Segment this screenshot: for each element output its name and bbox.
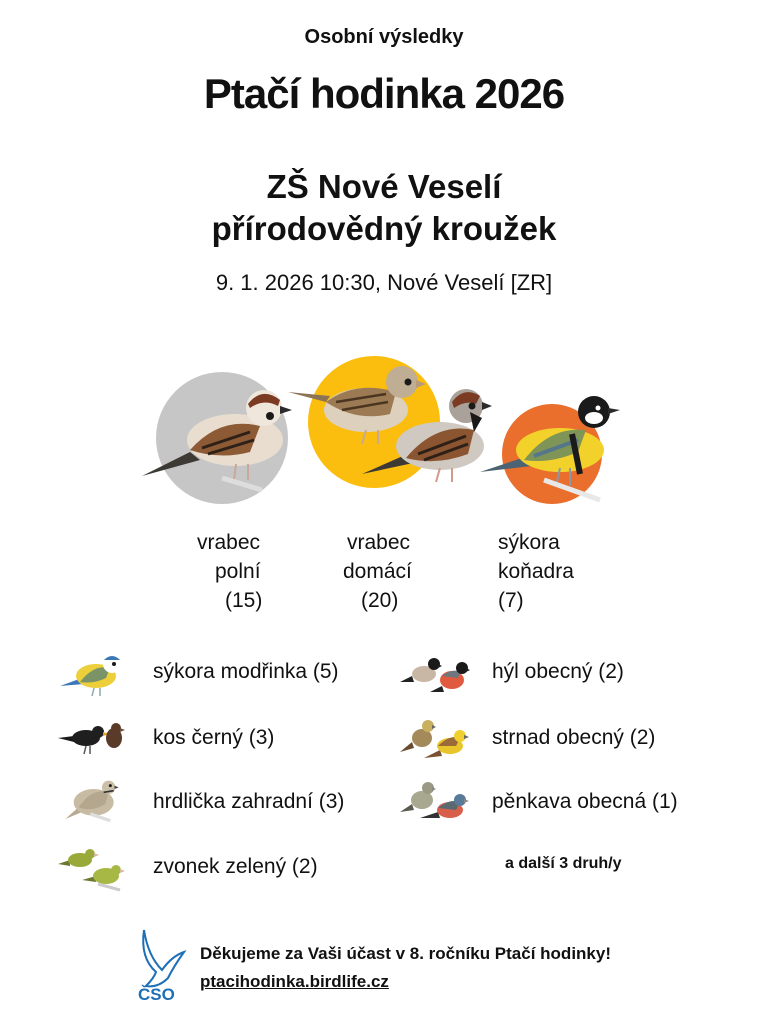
species-blue-tit: sýkora modřinka (5) bbox=[153, 660, 339, 683]
footer-thanks: Děkujeme za Vaši účast v 8. ročníku Ptačí hodinky! bbox=[200, 944, 611, 963]
top-species-3-line1: sýkora bbox=[498, 531, 560, 554]
species-bullfinch: hýl obecný (2) bbox=[492, 660, 624, 683]
date-location: 9. 1. 2026 10:30, Nové Veselí [ZR] bbox=[215, 270, 553, 295]
page-title: Ptačí hodinka 2026 bbox=[203, 70, 565, 117]
footer bbox=[200, 940, 611, 996]
organization-name bbox=[0, 166, 768, 250]
greenfinch-icon bbox=[56, 842, 128, 892]
top-species-3-count: (7) bbox=[498, 589, 524, 612]
top-species-1-line1: vrabec bbox=[197, 531, 261, 554]
top-species-3 bbox=[498, 528, 574, 615]
collared-dove-icon bbox=[56, 774, 128, 824]
species-yellowhammer: strnad obecný (2) bbox=[492, 726, 656, 749]
bullfinch-icon bbox=[398, 648, 470, 698]
top-species-illustration bbox=[130, 340, 640, 520]
footer-link[interactable]: ptacihodinka.birdlife.cz bbox=[200, 972, 389, 991]
yellowhammer-icon bbox=[398, 712, 470, 762]
top-species-1 bbox=[197, 528, 262, 615]
top-species-2-line2: domácí bbox=[343, 560, 412, 583]
chaffinch-icon bbox=[398, 774, 470, 824]
organization-line-2: přírodovědný kroužek bbox=[211, 210, 557, 247]
top-species-2-line1: vrabec bbox=[347, 531, 411, 554]
more-species-note: a další 3 druh/y bbox=[505, 855, 622, 872]
blue-tit-icon bbox=[56, 648, 128, 698]
cso-logo-text: ČSO bbox=[138, 985, 175, 1004]
species-greenfinch: zvonek zelený (2) bbox=[153, 855, 318, 878]
organization-line-1: ZŠ Nové Veselí bbox=[266, 168, 502, 205]
top-species-2-count: (20) bbox=[361, 589, 399, 612]
species-collared-dove: hrdlička zahradní (3) bbox=[153, 790, 345, 813]
species-blackbird: kos černý (3) bbox=[153, 726, 275, 749]
blackbird-icon bbox=[56, 714, 128, 764]
top-species-1-line2: polní bbox=[215, 560, 261, 583]
results-subtitle: Osobní výsledky bbox=[304, 26, 464, 48]
species-chaffinch: pěnkava obecná (1) bbox=[492, 790, 678, 813]
top-species-1-count: (15) bbox=[225, 589, 263, 612]
top-species-3-line2: koňadra bbox=[498, 560, 574, 583]
top-species-2 bbox=[343, 528, 412, 615]
